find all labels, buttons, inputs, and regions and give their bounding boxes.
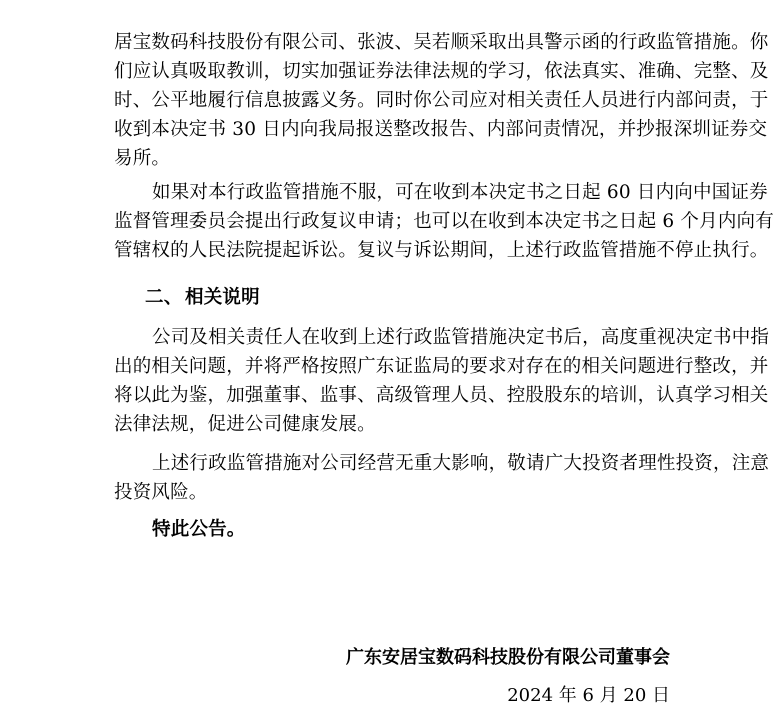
text-line: 时、公平地履行信息披露义务。同时你公司应对相关责任人员进行内部问责，于 xyxy=(114,90,769,111)
section-title: 相关说明 xyxy=(185,287,260,308)
text-line: 上述行政监管措施对公司经营无重大影响，敬请广大投资者理性投资，注意 xyxy=(152,453,770,474)
text-line: 出的相关问题，并将严格按照广东证监局的要求对存在的相关问题进行整改，并 xyxy=(114,356,769,377)
text-line: 法律法规，促进公司健康发展。 xyxy=(114,414,376,435)
text-line: 易所。 xyxy=(114,148,171,169)
text-line: 收到本决定书 30 日内向我局报送整改报告、内部问责情况，并抄报深圳证券交 xyxy=(114,119,768,140)
text-line: 居宝数码科技股份有限公司、张波、吴若顺采取出具警示函的行政监管措施。你 xyxy=(114,32,769,53)
signature-board: 广东安居宝数码科技股份有限公司董事会 xyxy=(346,647,670,668)
text-line: 们应认真吸取教训，切实加强证券法律法规的学习，依法真实、准确、完整、及 xyxy=(114,61,769,82)
text-line: 将以此为鉴，加强董事、监事、高级管理人员、控股股东的培训，认真学习相关 xyxy=(114,385,769,406)
text-line: 监督管理委员会提出行政复议申请；也可以在收到本决定书之日起 6 个月内向有 xyxy=(114,211,774,232)
text-line: 如果对本行政监管措施不服，可在收到本决定书之日起 60 日内向中国证券 xyxy=(152,182,768,203)
announcement-date: 2024 年 6 月 20 日 xyxy=(507,685,670,706)
text-line: 公司及相关责任人在收到上述行政监管措施决定书后，高度重视决定书中指 xyxy=(152,327,770,348)
closing-statement: 特此公告。 xyxy=(152,519,246,540)
section-heading xyxy=(114,283,414,312)
text-line: 投资风险。 xyxy=(114,482,208,503)
text-line: 管辖权的人民法院提起诉讼。复议与诉讼期间，上述行政监管措施不停止执行。 xyxy=(114,240,769,261)
section-number: 二、 xyxy=(145,287,183,308)
